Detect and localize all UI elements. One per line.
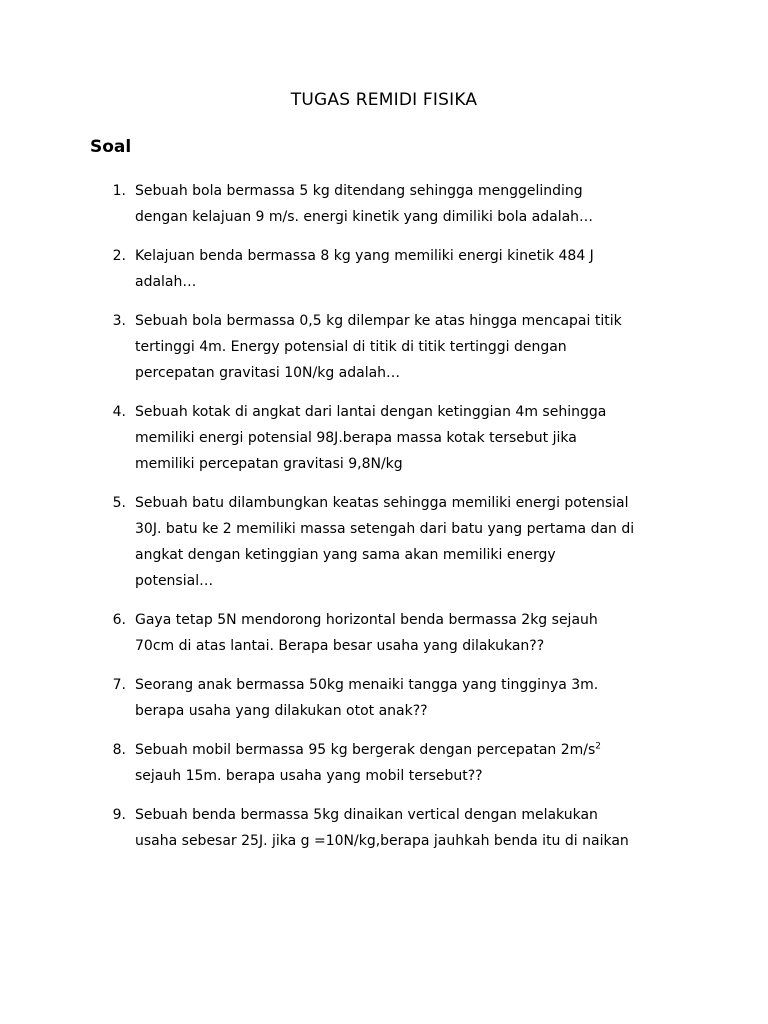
question-line: tertinggi 4m. Energy potensial di titik di titik tertinggi dengan xyxy=(135,339,567,355)
question-item xyxy=(0,178,768,230)
question-line: memiliki percepatan gravitasi 9,8N/kg xyxy=(135,456,403,472)
question-line: Sebuah mobil bermassa 95 kg bergerak dengan percepatan 2m/s xyxy=(135,742,596,758)
question-number: 5. xyxy=(112,495,126,511)
question-number: 2. xyxy=(112,248,126,264)
question-text xyxy=(135,399,680,477)
question-text xyxy=(135,802,680,854)
question-line: Seorang anak bermassa 50kg menaiki tangga yang tingginya 3m. xyxy=(135,677,599,693)
question-number: 3. xyxy=(112,313,126,329)
superscript-exponent: 2 xyxy=(595,741,602,752)
question-line: sejauh 15m. berapa usaha yang mobil tersebut?? xyxy=(135,768,483,784)
question-line: 70cm di atas lantai. Berapa besar usaha yang dilakukan?? xyxy=(135,638,545,654)
question-number: 4. xyxy=(112,404,126,420)
question-number: 9. xyxy=(112,807,126,823)
question-item xyxy=(0,607,768,659)
question-text xyxy=(135,672,680,724)
question-item xyxy=(0,672,768,724)
question-line: usaha sebesar 25J. jika g =10N/kg,berapa jauhkah benda itu di naikan xyxy=(135,833,629,849)
question-line: adalah… xyxy=(135,274,197,290)
question-line: Sebuah bola bermassa 0,5 kg dilempar ke atas hingga mencapai titik xyxy=(135,313,622,329)
document-title: TUGAS REMIDI FISIKA xyxy=(290,90,478,110)
question-item xyxy=(0,399,768,477)
question-number: 6. xyxy=(112,612,126,628)
question-item xyxy=(0,802,768,854)
question-text xyxy=(135,308,680,386)
question-number: 8. xyxy=(112,742,126,758)
question-line: Sebuah bola bermassa 5 kg ditendang sehingga menggelinding xyxy=(135,183,583,199)
question-item xyxy=(0,243,768,295)
question-line: angkat dengan ketinggian yang sama akan memiliki energy xyxy=(135,547,556,563)
question-line: memiliki energi potensial 98J.berapa massa kotak tersebut jika xyxy=(135,430,577,446)
question-line: percepatan gravitasi 10N/kg adalah… xyxy=(135,365,401,381)
question-item xyxy=(0,308,768,386)
section-heading: Soal xyxy=(90,137,132,157)
question-item xyxy=(0,737,768,789)
question-text xyxy=(135,178,680,230)
question-line: dengan kelajuan 9 m/s. energi kinetik yang dimiliki bola adalah… xyxy=(135,209,594,225)
question-list xyxy=(0,178,768,867)
question-line: Sebuah kotak di angkat dari lantai dengan ketinggian 4m sehingga xyxy=(135,404,607,420)
question-number: 1. xyxy=(112,183,126,199)
question-line: potensial… xyxy=(135,573,214,589)
question-line: Kelajuan benda bermassa 8 kg yang memiliki energi kinetik 484 J xyxy=(135,248,594,264)
question-line: Sebuah benda bermassa 5kg dinaikan vertical dengan melakukan xyxy=(135,807,598,823)
question-line: Sebuah batu dilambungkan keatas sehingga memiliki energi potensial xyxy=(135,495,629,511)
question-text xyxy=(135,737,680,789)
question-text xyxy=(135,607,680,659)
question-line: Gaya tetap 5N mendorong horizontal benda bermassa 2kg sejauh xyxy=(135,612,598,628)
question-item xyxy=(0,490,768,594)
question-text xyxy=(135,490,680,594)
question-line: berapa usaha yang dilakukan otot anak?? xyxy=(135,703,428,719)
question-number: 7. xyxy=(112,677,126,693)
question-text xyxy=(135,243,680,295)
question-line: 30J. batu ke 2 memiliki massa setengah dari batu yang pertama dan di xyxy=(135,521,635,537)
